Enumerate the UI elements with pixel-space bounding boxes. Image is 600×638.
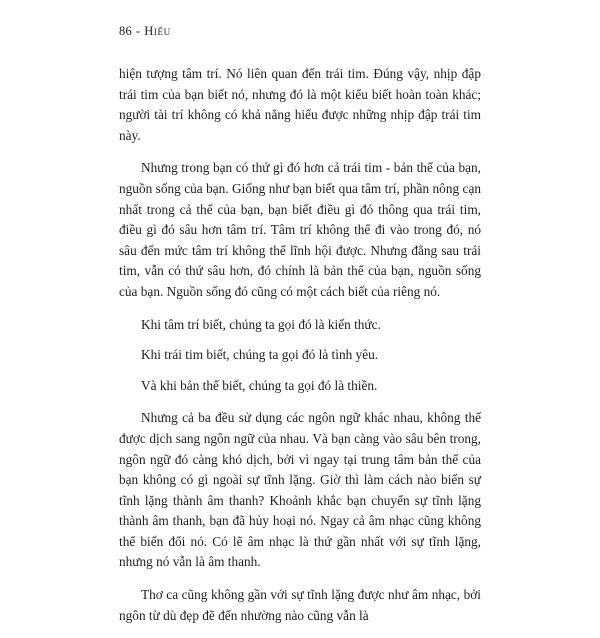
paragraph-being: Và khi bản thể biết, chúng ta gọi đó là thiền. bbox=[141, 377, 378, 393]
header-separator: - bbox=[135, 24, 141, 38]
paragraph-continuation: hiện tượng tâm trí. Nó liên quan đến trái tim. Đúng vậy, nhịp đập trái tim của bạn biết nó, nhưng đó là một kiểu biết hoàn toàn khác; người tài trí không có khả năng hiểu được những nhịp đập trái tim này. bbox=[119, 66, 481, 143]
page-number: 86 bbox=[119, 24, 132, 38]
running-title: Hiểu bbox=[144, 24, 171, 38]
body-text bbox=[119, 64, 481, 638]
paragraph: Nhưng trong bạn có thứ gì đó hơn cả trái tim - bản thể của bạn, nguồn sống của bạn. Giống như bạn biết qua tâm trí, phần nông cạn nhất trong cả thể của bạn, bạn biết điều gì đó thông qua trái tim, điều gì đó sâu hơn tâm trí. Tâm trí không thể đi vào trong đó, nó sâu đến mức tâm trí không thể lĩnh hội được. Nhưng đằng sau trái tim, vẫn có thứ sâu hơn, đó chính là bản thể của bạn, nguồn sống của bạn. Nguồn sống đó cũng có một cách biết của riêng nó. bbox=[119, 160, 481, 299]
paragraph-mind: Khi tâm trí biết, chúng ta gọi đó là kiến thức. bbox=[141, 316, 381, 332]
paragraph: Thơ ca cũng không gần với sự tĩnh lặng được như âm nhạc, bởi ngôn từ dù đẹp đẽ đến nhường nào cũng vẫn là bbox=[119, 587, 481, 623]
running-header bbox=[119, 24, 171, 39]
paragraph-heart: Khi trái tim biết, chúng ta gọi đó là tình yêu. bbox=[141, 347, 379, 363]
paragraph: Nhưng cả ba đều sử dụng các ngôn ngữ khác nhau, không thể được dịch sang ngôn ngữ của nhau. Và bạn càng vào sâu bên trong, ngôn ngữ đó càng khó dịch, bởi vì ngay tại trung tâm bản thể của bạn không có gì ngoài sự tĩnh lặng. Giờ thì làm cách nào biến sự tĩnh lặng thành âm thanh? Khoảnh khắc bạn chuyển sự tĩnh lặng thành âm thanh, bạn đã hủy hoại nó. Ngay cả âm nhạc cũng không thể biến đổi nó. Có lẽ âm nhạc là thứ gần nhất với sự tĩnh lặng, nhưng nó vẫn là âm thanh. bbox=[119, 410, 481, 570]
